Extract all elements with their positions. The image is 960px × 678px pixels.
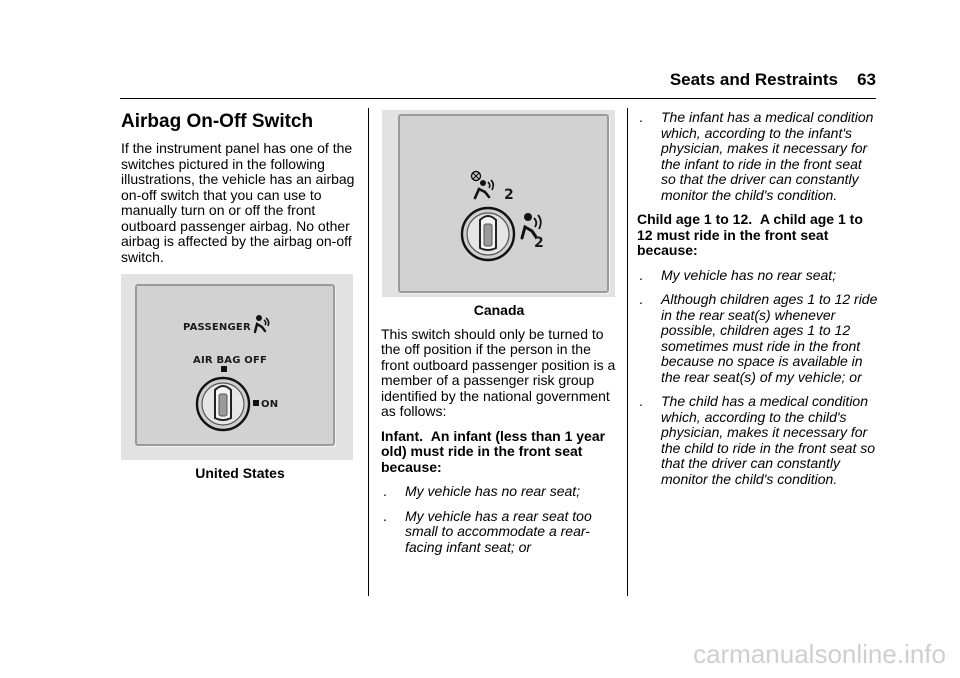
key-switch-canada[interactable] [460,206,516,262]
figure-canada-caption: Canada [473,302,525,318]
figure-canada-switch [382,110,615,297]
switch-panel-canada [398,114,609,293]
column-1 [121,110,359,490]
column-2 [381,110,617,564]
bullet-marker: . [639,291,643,307]
bullet-marker: . [383,483,387,499]
passenger-airbag-icon [253,314,271,334]
watermark: carmanualsonline.info [693,639,946,669]
running-title: Seats and Restraints [669,70,838,89]
section-title: Airbag On-Off Switch [121,111,314,132]
child-text: A child age 1 to 12 must ride in the front seat because: [637,211,863,258]
infant-bullet-1: My vehicle has no rear seat; [405,483,581,499]
column-divider-1 [368,108,369,596]
on-indicator [253,400,259,406]
passenger-label: PASSENGER [183,322,251,333]
list-item [381,484,617,500]
off-icon-number: 2 [504,187,514,203]
infant-text: An infant (less than 1 year old) must ride in the front seat because: [381,427,606,475]
infant-bullet-3: The infant has a medical condition which, according to the infant's physician, makes it necessary for the infant to ride in the front seat so that the driver can constantly monitor the child's condition. [661,109,874,203]
bullet-marker: . [639,393,643,409]
risk-group-paragraph: This switch should only be turned to the off position if the person in the front outboard passenger position is a member of a passenger risk group identified by the national government as follows: [381,325,616,419]
on-icon-number: 2 [534,235,544,251]
column-divider-2 [627,108,628,596]
switch-panel [135,284,335,446]
bullet-marker: . [383,507,387,524]
list-item [637,394,879,487]
child-bullet-1: My vehicle has no rear seat; [661,266,837,283]
header-rule [120,98,876,99]
child-bullet-2: Although children ages 1 to 12 ride in the rear seat(s) whenever possible, children ages 1 to 12 sometimes must ride in the front because no space is available in the rear seat(s) of my vehicle; or [661,291,878,385]
on-label: ON [261,399,279,410]
infant-paragraph [381,429,617,476]
infant-bullet-2: My vehicle has a rear seat too small to accommodate a rear-facing infant seat; or [405,507,592,555]
child-paragraph [637,212,879,259]
intro-paragraph: If the instrument panel has one of the switches pictured in the following illustrations, the vehicle has an airbag on-off switch that you can use to manually turn on or off the front outboard passenger airbag. No other airbag is affected by the airbag on-off switch. [121,140,355,265]
infant-heading: Infant. [381,427,423,444]
airbag-off-label: AIR BAG OFF [193,355,268,366]
bullet-marker: . [639,109,643,125]
figure-us-caption: United States [195,465,285,481]
bullet-marker: . [639,266,643,283]
child-heading: Child age 1 to 12. [637,211,753,227]
key-switch[interactable] [195,376,251,432]
list-item [637,268,879,284]
airbag-off-icon [470,170,504,204]
list-item [381,509,617,556]
off-indicator [221,366,227,372]
list-item [637,292,879,385]
figure-us-switch [121,274,353,460]
page-header [120,70,876,94]
column-3 [637,110,879,496]
list-item [637,110,879,203]
page-number: 63 [857,70,876,89]
child-bullet-3: The child has a medical condition which, according to the child's physician, makes it necessary for the child to ride in the front seat so that the driver can constantly monitor the child's condition. [661,393,876,487]
